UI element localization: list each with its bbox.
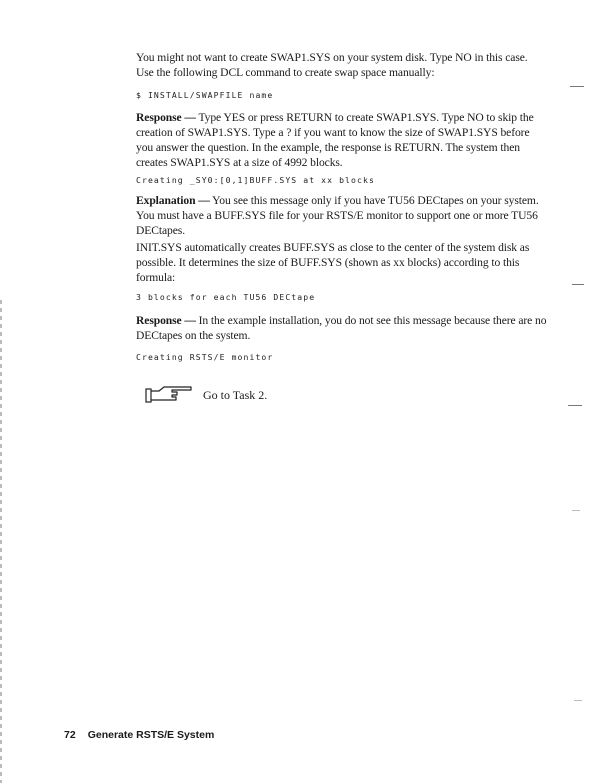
response-label: Response — (136, 111, 196, 124)
init-paragraph: INIT.SYS automatically creates BUFF.SYS as close to the center of the system disk as possible. It determines the size of BUFF.SYS (shown as xx blocks) according to this formula: (136, 241, 530, 284)
page-footer (64, 729, 214, 741)
response-paragraph-2 (136, 313, 548, 343)
footer-title: Generate RSTS/E System (87, 729, 215, 741)
explanation-text: You see this message only if you have TU56 DECtapes on your system. You must have a BUFF.SYS file for your RSTS/E monitor to support one or more TU56 DECtapes. (136, 194, 539, 237)
response-paragraph-1 (136, 110, 548, 170)
explanation-paragraph (136, 193, 548, 238)
goto-task (145, 385, 267, 405)
formula-line: 3 blocks for each TU56 DECtape (136, 292, 316, 302)
margin-mark (568, 405, 582, 406)
response-text: Type YES or press RETURN to create SWAP1.SYS. Type NO to skip the creation of SWAP1.SYS. Type a ? if you want to know the size of SWAP1.SYS before you answer the question. In the example, the response is RETURN. The system then creates SWAP1.SYS at a size of 4992 blocks. (136, 111, 534, 169)
margin-mark (572, 510, 580, 511)
margin-mark (574, 700, 582, 701)
pointing-hand-icon (145, 385, 195, 405)
scan-edge (0, 300, 2, 783)
margin-mark (572, 284, 584, 285)
explanation-label: Explanation — (136, 194, 210, 207)
swap-intro-paragraph: You might not want to create SWAP1.SYS on your system disk. Type NO in this case. Use the following DCL command to create swap space manually: (136, 51, 528, 79)
goto-task-text: Go to Task 2. (203, 387, 268, 402)
creating-monitor-message: Creating RSTS/E monitor (136, 352, 274, 362)
creating-buff-message: Creating _SY0:[0,1]BUFF.SYS at xx blocks (136, 175, 375, 185)
swap-command: $ INSTALL/SWAPFILE name (136, 90, 274, 100)
response-label-2: Response — (136, 314, 196, 327)
response-text-2: In the example installation, you do not see this message because there are no DECtapes on the system. (136, 314, 547, 342)
page-number: 72 (64, 729, 76, 741)
margin-mark (570, 86, 584, 87)
